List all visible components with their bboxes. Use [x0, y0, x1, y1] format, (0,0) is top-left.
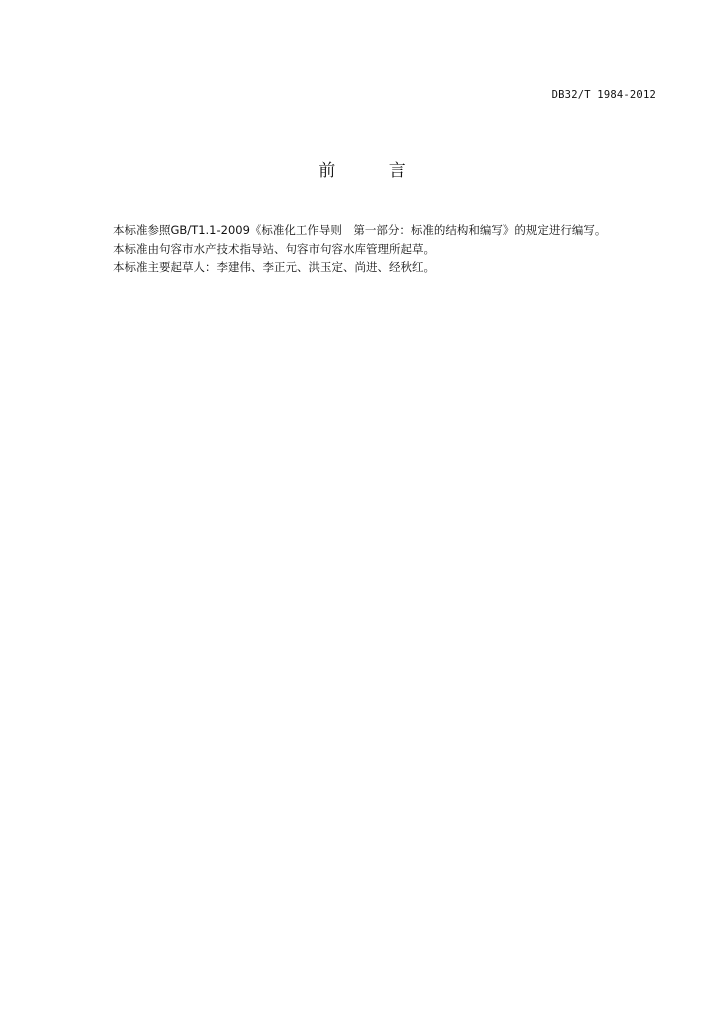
page-title: 前 言: [318, 161, 430, 181]
paragraph-main-drafters: 本标准主要起草人：李建伟、李正元、洪玉定、尚进、经秋红。: [113, 260, 435, 274]
paragraph-drafting-organizations: 本标准由句容市水产技术指导站、句容市句容水库管理所起草。: [113, 241, 435, 256]
standard-code: DB32/T 1984-2012: [551, 89, 656, 101]
foreword-body: [113, 221, 673, 277]
paragraph-reference-standard: 本标准参照GB/T1.1-2009《标准化工作导则 第一部分：标准的结构和编写》的规定进行编写。: [113, 223, 607, 237]
